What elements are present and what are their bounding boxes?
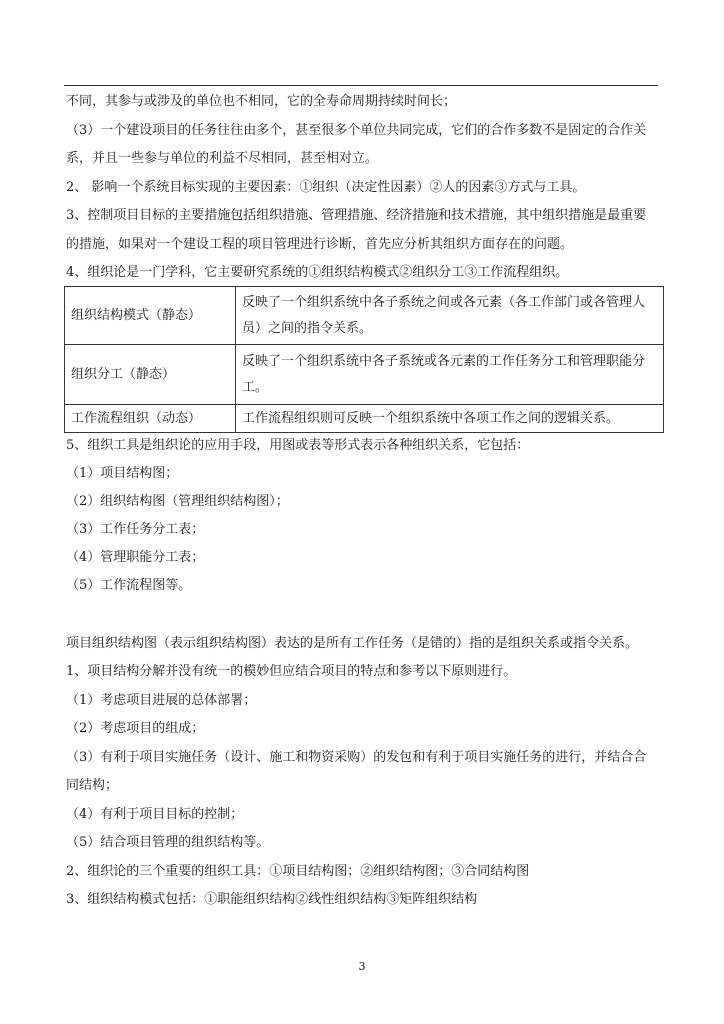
table-cell-desc bbox=[236, 405, 664, 433]
table-row bbox=[65, 345, 664, 405]
list-item: （3）工作任务分工表； bbox=[66, 522, 205, 537]
text-line: 项目组织结构图（表示组织结构图）表达的是所有工作任务（是错的）指的是组织关系或指令关系。 bbox=[66, 636, 639, 651]
list-item: （4）有利于项目目标的控制； bbox=[66, 807, 244, 822]
text-line: 5、组织工具是组织论的应用手段，用图或表等形式表示各种组织关系，它包括： bbox=[66, 438, 530, 453]
text-line: 同结构； bbox=[66, 778, 119, 793]
desc-line: 反映了一个组织系统中各子系统之间或各元素（各工作部门或各管理人 bbox=[242, 294, 646, 310]
table-cell-desc bbox=[236, 287, 664, 345]
header-rule bbox=[64, 85, 658, 86]
organization-theory-table bbox=[64, 286, 664, 433]
list-item: （1）考虑项目进展的总体部署； bbox=[66, 693, 257, 708]
table-row bbox=[65, 287, 664, 345]
table-cell-name: 工作流程组织（动态） bbox=[65, 405, 236, 433]
text-line: 2、组织论的三个重要的组织工具：①项目结构图；②组织结构图；③合同结构图 bbox=[66, 864, 530, 879]
text-line: 1、项目结构分解并没有统一的模妙但应结合项目的特点和参考以下原则进行。 bbox=[66, 664, 517, 679]
list-item: （5）结合项目管理的组织结构等。 bbox=[66, 835, 270, 850]
list-item: （3）有利于项目实施任务（设计、施工和物资采购）的发包和有利于项目实施任务的进行，并结合合 bbox=[66, 750, 647, 765]
table-cell-desc bbox=[236, 345, 664, 405]
table-cell-name: 组织结构模式（静态） bbox=[65, 287, 236, 345]
desc-line: 员）之间的指令关系。 bbox=[242, 320, 373, 336]
list-item: （2）考虑项目的组成； bbox=[66, 721, 205, 736]
text-line: 3、控制项目目标的主要措施包括组织措施、管理措施、经济措施和技术措施，其中组织措施是最重要 bbox=[66, 208, 647, 223]
table-cell-name: 组织分工（静态） bbox=[65, 345, 236, 405]
desc-line: 反映了一个组织系统中各子系统或各元素的工作任务分工和管理职能分 bbox=[242, 353, 646, 369]
list-item: （2）组织结构图（管理组织结构图）； bbox=[66, 494, 289, 509]
desc-line: 工。 bbox=[242, 379, 269, 395]
text-line: 不同，其参与或涉及的单位也不相同，它的全寿命周期持续时间长； bbox=[66, 94, 457, 109]
desc-line: 工作流程组织则可反映一个组织系统中各项工作之间的逻辑关系。 bbox=[242, 410, 620, 426]
page-number: 3 bbox=[358, 960, 366, 973]
text-line: 3、组织结构模式包括：①职能组织结构②线性组织结构③矩阵组织结构 bbox=[66, 892, 478, 907]
text-line: 2、 影响一个系统目标实现的主要因素：①组织（决定性因素）②人的因素③方式与工具。 bbox=[66, 180, 586, 195]
list-item: （4）管理职能分工表； bbox=[66, 550, 205, 565]
text-line: （3）一个建设项目的任务往往由多个，甚至很多个单位共同完成，它们的合作多数不是固定的合作关 bbox=[66, 123, 647, 138]
list-item: （1）项目结构图； bbox=[66, 466, 179, 481]
text-line: 的措施，如果对一个建设工程的项目管理进行诊断，首先应分析其组织方面存在的问题。 bbox=[66, 237, 574, 252]
text-line: 系，并且一些参与单位的利益不尽相同，甚至相对立。 bbox=[66, 151, 379, 166]
list-item: （5）工作流程图等。 bbox=[66, 578, 192, 593]
table-row bbox=[65, 405, 664, 433]
text-line: 4、组织论是一门学科，它主要研究系统的①组织结构模式②组织分工③工作流程组织。 bbox=[66, 265, 569, 280]
